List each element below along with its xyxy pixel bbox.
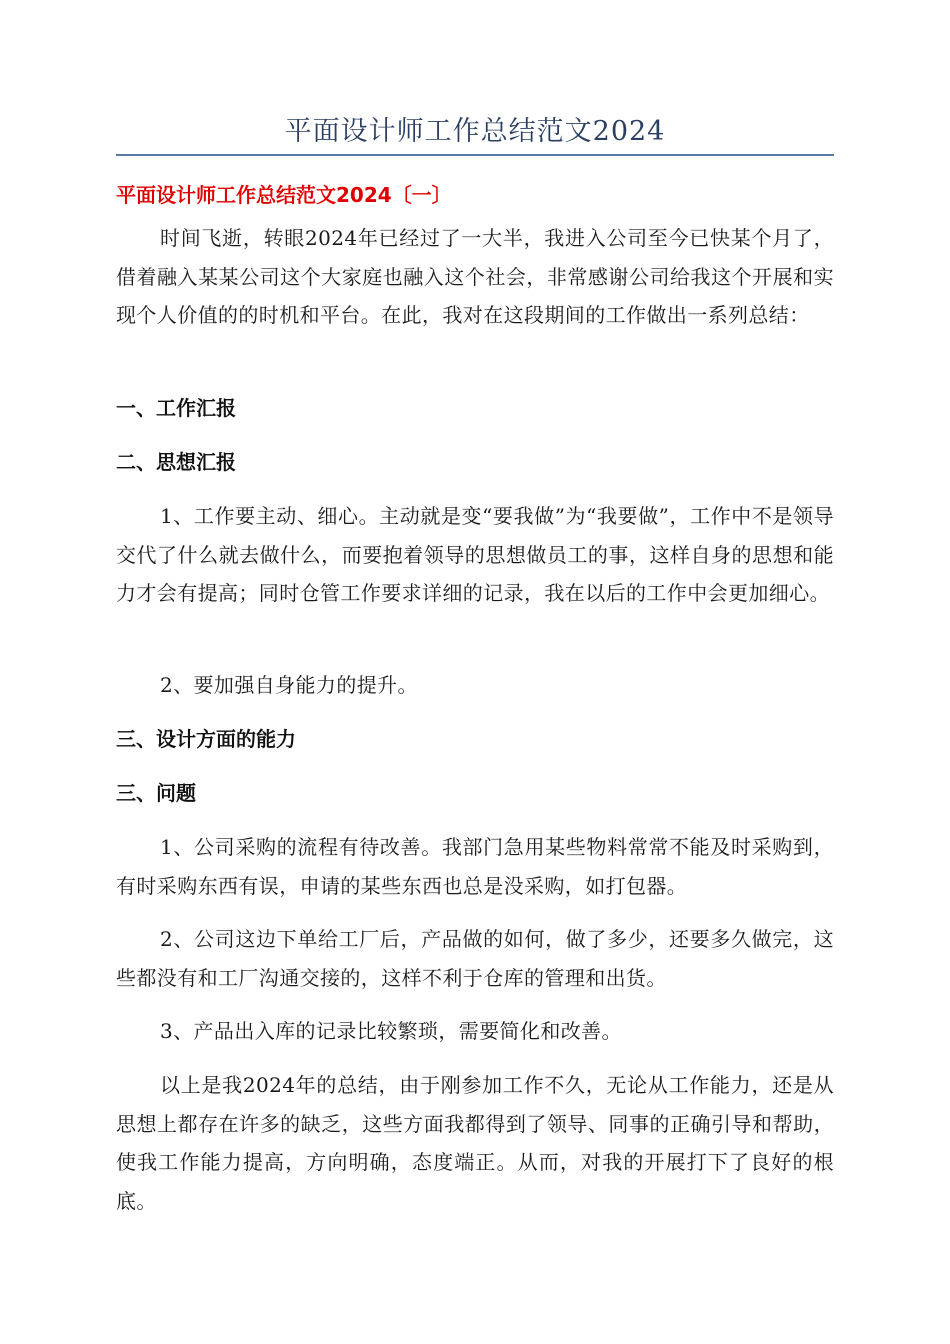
conclusion-paragraph: 以上是我2024年的总结，由于刚参加工作不久，无论从工作能力，还是从思想上都存在许多的缺乏，这些方面我都得到了领导、同事的正确引导和帮助，使我工作能力提高，方向明确，态度端正。从而，对我的开展打下了良好的根底。 <box>116 1073 834 1213</box>
heading-thought-report: 二、思想汇报 <box>116 450 236 474</box>
thought-paragraph-2: 2、要加强自身能力的提升。 <box>160 673 418 697</box>
heading-work-report: 一、工作汇报 <box>116 396 236 420</box>
intro-paragraph: 时间飞逝，转眼2024年已经过了一大半，我进入公司至今已快某个月了，借着融入某某公司这个大家庭也融入这个社会，非常感谢公司给我这个开展和实现个人价值的的时机和平台。在此，我对在这段期间的工作做出一系列总结： <box>116 226 834 327</box>
problem-paragraph-3: 3、产品出入库的记录比较繁琐，需要简化和改善。 <box>160 1019 622 1043</box>
thought-paragraph-1: 1、工作要主动、细心。主动就是变“要我做”为“我要做”，工作中不是领导交代了什么就去做什么，而要抱着领导的思想做员工的事，这样自身的思想和能力才会有提高；同时仓管工作要求详细的记录，我在以后的工作中会更加细心。 <box>116 504 834 605</box>
heading-problems: 三、问题 <box>116 781 196 805</box>
problem-paragraph-1: 1、公司采购的流程有待改善。我部门急用某些物料常常不能及时采购到，有时采购东西有误，申请的某些东西也总是没采购，如打包器。 <box>116 835 834 898</box>
problem-paragraph-2: 2、公司这边下单给工厂后，产品做的如何，做了多少，还要多久做完，这些都没有和工厂沟通交接的，这样不利于仓库的管理和出货。 <box>116 927 834 990</box>
heading-design-ability: 三、设计方面的能力 <box>116 727 296 751</box>
title-divider <box>116 154 834 156</box>
document-title: 平面设计师工作总结范文2024 <box>284 116 666 147</box>
section-heading: 平面设计师工作总结范文2024〔一〕 <box>116 183 452 207</box>
